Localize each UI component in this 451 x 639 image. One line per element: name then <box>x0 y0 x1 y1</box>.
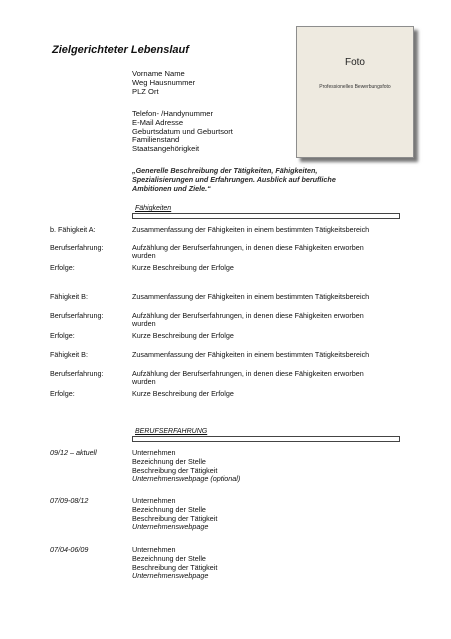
section-divider <box>132 213 400 219</box>
job-details <box>132 546 217 581</box>
contact-marital: Familienstand <box>132 135 180 145</box>
job-website: Unternehmenswebpage (optional) <box>132 474 241 484</box>
experience-label: Berufserfahrung: <box>50 243 104 252</box>
document-title: Zielgerichteter Lebenslauf <box>52 44 189 56</box>
job-website: Unternehmenswebpage <box>132 522 209 532</box>
skill-value: Zusammenfassung der Fähigkeiten in einem bestimmten Tätigkeitsbereich <box>132 225 370 234</box>
skills-heading-text: Fähigkeiten <box>135 205 172 212</box>
job-details <box>132 449 240 484</box>
photo-placeholder <box>296 26 414 158</box>
job-description: Beschreibung der Tätigkeit <box>132 562 218 572</box>
contact-city: PLZ Ort <box>132 86 159 96</box>
job-dates: 07/09-08/12 <box>50 496 89 505</box>
experience-value: Aufzählung der Berufserfahrungen, in denen diese Fähigkeiten erworben wurden <box>132 243 364 260</box>
skill-value: Zusammenfassung der Fähigkeiten in einem bestimmten Tätigkeitsbereich <box>132 292 370 301</box>
photo-caption: Professionelles Bewerbungsfoto <box>319 84 391 90</box>
skill-label: b. Fähigkeit A: <box>50 225 96 234</box>
skills-section-heading <box>132 205 400 219</box>
experience-label: Berufserfahrung: <box>50 311 104 320</box>
job-description: Beschreibung der Tätigkeit <box>132 465 218 475</box>
photo-label: Foto <box>344 57 365 68</box>
success-value: Kurze Beschreibung der Erfolge <box>132 263 234 272</box>
profile-summary: „Generelle Beschreibung der Tätigkeiten, Fähigkeiten, Spezialisierungen und Erfahrungen. Ausblick auf berufliche Ambitionen und Ziele.“ <box>132 166 336 193</box>
skill-value: Zusammenfassung der Fähigkeiten in einem bestimmten Tätigkeitsbereich <box>132 350 370 359</box>
experience-value: Aufzählung der Berufserfahrungen, in denen diese Fähigkeiten erworben wurden <box>132 369 364 386</box>
job-website: Unternehmenswebpage <box>132 571 209 581</box>
job-position: Bezeichnung der Stelle <box>132 504 206 514</box>
job-position: Bezeichnung der Stelle <box>132 456 206 466</box>
address-block <box>132 70 195 96</box>
success-label: Erfolge: <box>50 331 75 340</box>
contact-details-block <box>132 110 233 154</box>
job-dates: 09/12 – aktuell <box>50 448 97 457</box>
skill-label: Fähigkeit B: <box>50 350 88 359</box>
experience-value: Aufzählung der Berufserfahrungen, in denen diese Fähigkeiten erworben wurden <box>132 311 364 328</box>
success-value: Kurze Beschreibung der Erfolge <box>132 331 234 340</box>
contact-street: Weg Hausnummer <box>132 77 196 87</box>
contact-phone: Telefon- /Handynummer <box>132 109 214 118</box>
section-divider <box>132 436 400 442</box>
job-details <box>132 497 217 532</box>
success-value: Kurze Beschreibung der Erfolge <box>132 389 234 398</box>
contact-email: E-Mail Adresse <box>132 117 184 127</box>
job-position: Bezeichnung der Stelle <box>132 553 206 563</box>
job-company: Unternehmen <box>132 496 176 505</box>
experience-heading-text: BERUFSERFAHRUNG <box>135 428 208 435</box>
skill-label: Fähigkeit B: <box>50 292 88 301</box>
job-description: Beschreibung der Tätigkeit <box>132 513 218 523</box>
success-label: Erfolge: <box>50 263 75 272</box>
experience-section-heading <box>132 428 400 442</box>
job-dates: 07/04-06/09 <box>50 545 89 554</box>
contact-birth: Geburtsdatum und Geburtsort <box>132 126 233 136</box>
experience-label: Berufserfahrung: <box>50 369 104 378</box>
success-label: Erfolge: <box>50 389 75 398</box>
job-company: Unternehmen <box>132 545 176 554</box>
job-company: Unternehmen <box>132 448 176 457</box>
contact-name: Vorname Name <box>132 69 185 78</box>
contact-citizenship: Staatsangehörigkeit <box>132 144 200 154</box>
